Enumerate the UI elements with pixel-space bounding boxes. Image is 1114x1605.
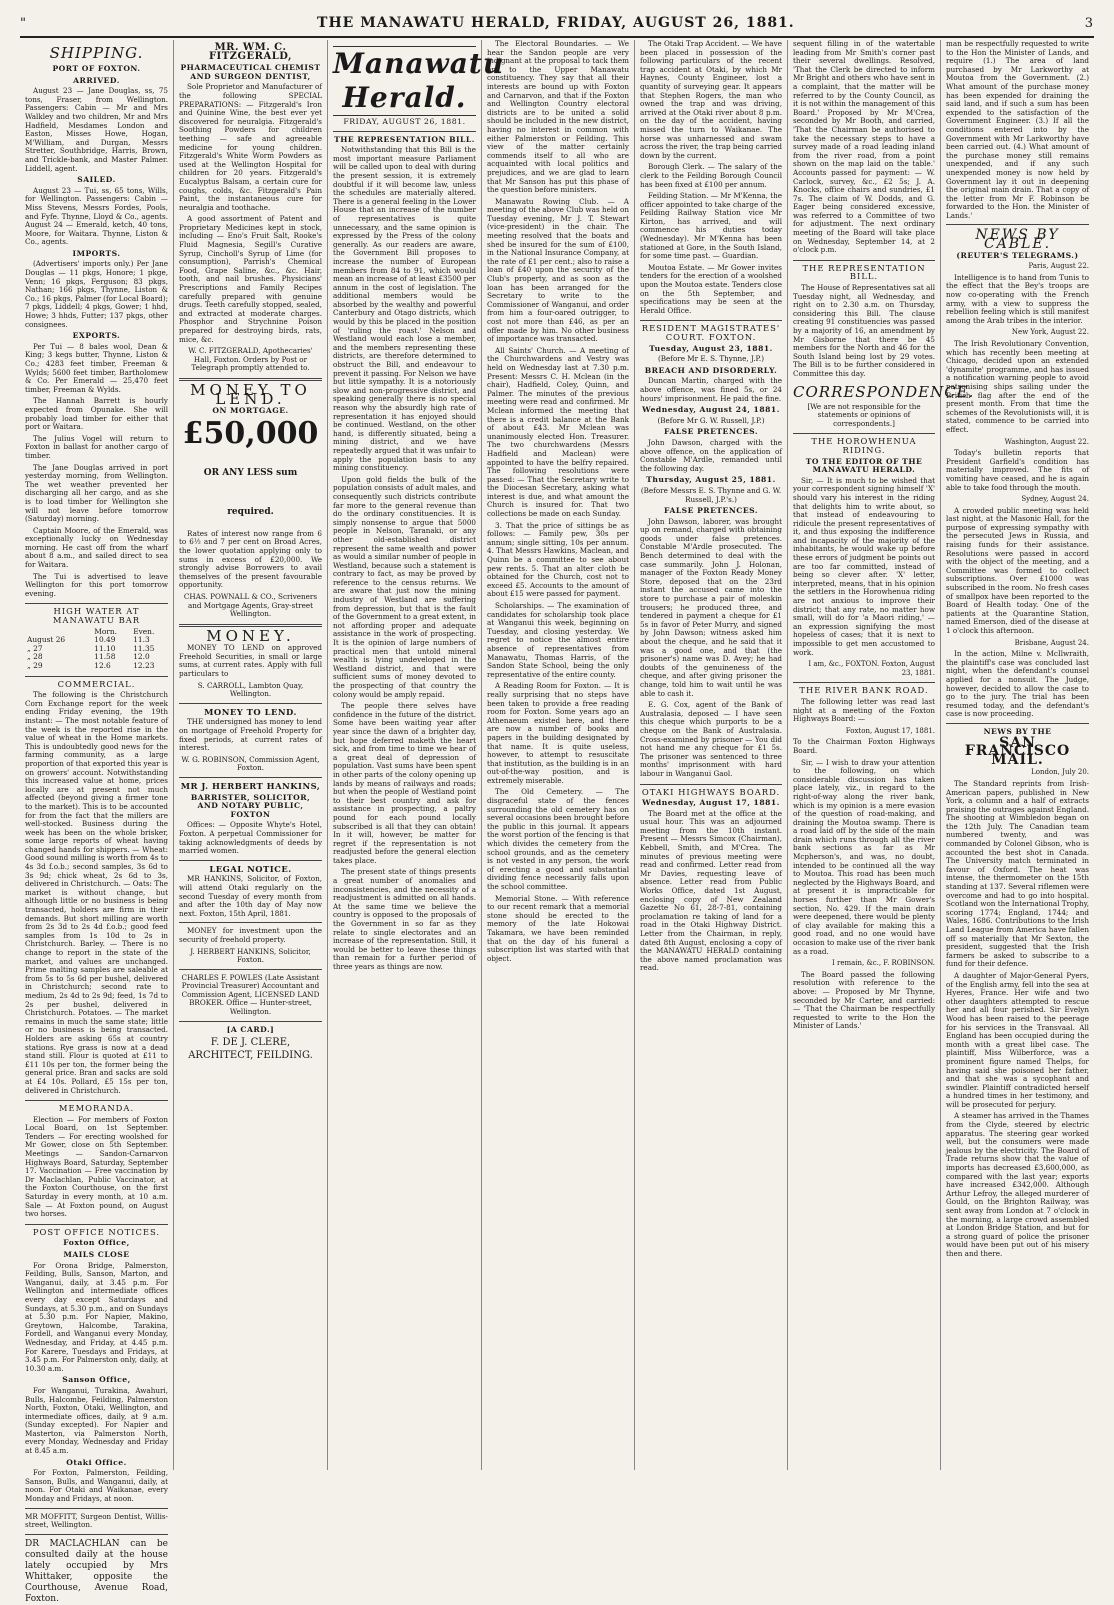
hankins-body: Offices: — Opposite Whyte's Hotel, Foxton. A perpetual Commissioner for taking acknowledgments of deeds by married women. xyxy=(179,820,322,856)
money-to-lend-heading: MONEY TO LEND. xyxy=(190,380,311,408)
cable-dateline: Paris, August 22. xyxy=(1028,262,1089,271)
horowhenua-to-editor: TO THE EDITOR OF THE MANAWATU HERALD. xyxy=(805,456,923,475)
horowhenua-signature: I am, &c., FOXTON. Foxton, August 23, 1881. xyxy=(808,660,935,677)
divider xyxy=(179,703,322,704)
legal-notice-heading: LEGAL NOTICE. xyxy=(209,863,292,874)
divider xyxy=(179,777,322,778)
carroll-signature: S. CARROLL, Lambton Quay, Wellington. xyxy=(197,680,304,699)
divider xyxy=(946,723,1089,724)
court-bench: (Before Mr E. S. Thynne, J.P.) xyxy=(657,354,765,364)
money-to-lend-2-heading: MONEY TO LEND. xyxy=(204,706,297,717)
tide-cell: 11.58 xyxy=(94,652,116,662)
court-case-text: Duncan Martin, charged with the above offence, was fined 5s, or 24 hours' imprisonment. He paid the fine. xyxy=(640,376,782,403)
tide-cell: 12.6 xyxy=(94,661,111,670)
divider xyxy=(946,224,1089,225)
river-bank-letter: Sir, — I wish to draw your attention to the following, on which considerable discussion has taken place lately, viz., in regard to the right-of-way along the river bank, which is my opinion is a mere evasion of the question of road-making, and draining the Moutoa swamp. There is a road laid off by the side of the main drain which runs through all the river bank sections as far as Mr Mcpherson's, and was, no doubt, intended to be continued all the way to Moutoa. This road has been much neglected by the Highways Board, and at present it is impracticable for horses further than Mr Gower's section, No. 429. If the main drain were deepened, there would be plenty of clay available for making this a good road, and no one would have occasion to make use of the river bank as a road. xyxy=(793,757,935,956)
sf-mail-item: A steamer has arrived in the Thames from the Clyde, steered by electric apparatus. The steering gear worked well, but the consumers were made jealous by the electricity. The Board of Trade returns show that the value of imports has decreased £3,600,000, as compared with the last year; exports have increased £342,000. Although Arthur Lefroy, the alleged murderer of Gould, on the Brighton Railway, was sent away from London at 7 o'clock in the morning, a large crowd assembled at London Bridge Station, and but for a strong guard of police the prisoner would have been put out of his misery then and there. xyxy=(946,1111,1089,1258)
sf-mail-heading: SAN FRANCISCO MAIL. xyxy=(964,734,1071,768)
court-heading: RESIDENT MAGISTRATES' COURT. FOXTON. xyxy=(640,320,782,341)
representation-paragraph: Notwithstanding that this Bill is the most important measure Parliament will be called upon to deal with during the present session, it is extremely doubtful if it will become law, unless the schedules are materially altered. There is a general feeling in the Lower House that an increase of the number of representatives is quite unnecessary, and the same opinion is expressed by the Press of the colony generally. As our readers are aware, the Government Bill proposes to increase the number of European members from 84 to 91, which would mean an increase of at least £3500 per annum in the cost of legislation. The additional members would be absorbed by the wealthy and powerful Canterbury and Otago districts, which would by this be placed in the position of 'ruling the roast.' Nelson and Westland would each lose a member, and the members representing these districts, are therefore determined to obstruct the Bill, and endeavour to prevent it passing. For Nelson we have but little sympathy. It is a notoriously slow and non-progressive district, and speaking generally there is no special reason why the absurdly high rate of representation it has enjoyed should be continued. Westland, on the other hand, is differently situated, being a mining district, and we have repeatedly argued that it was unfair to apply the population basis to any mining constituency. xyxy=(333,145,476,473)
loan-amount-value: £50,000 xyxy=(182,415,319,451)
tide-cell: 10.49 xyxy=(94,635,116,645)
newspaper-page xyxy=(20,39,1094,1604)
hankins-heading: MR J. HERBERT HANKINS, xyxy=(180,781,321,791)
cable-dateline: Sydney, August 24. xyxy=(1021,495,1089,504)
tide-table xyxy=(25,628,168,671)
reading-room-item: A Reading Room for Foxton. — It is really surprising that no steps have been taken to provide a free reading room for Foxton. Some years ago an Athenaeum existed here, and there are now a number of books and papers in the building designated by that name. It is quite useless, however, to attempt to resuscitate that institution, as the building is in an out-of-the-way position, and is extremely miserable. xyxy=(487,681,629,785)
shipping-news-5: The Tui is advertised to leave Wellington for this port tomorrow evening. xyxy=(25,571,168,598)
tide-cell: „ 28 xyxy=(27,652,43,662)
fitzgerald-body: Sole Proprietor and Manufacturer of the following SPECIAL PREPARATIONS: — Fitzgerald's Iron and Quinine Wine, the best ever yet discovered for neuralgia. Fitzgerald's Soothing Powders for children teething — safe and agreeable medicine for young children. Fitzgerald's White Worm Powders as used at the Wellington Hospital for children for 20 years. Fitzgerald's Eucalyptus Balsam, a certain cure for coughs, colds, &c. Fitzgerald's Pain Paint, the instantaneous cure for neuralgia and toothache. xyxy=(179,82,322,212)
memoranda-heading: MEMORANDA. xyxy=(25,1100,168,1113)
shipping-news-4: Captain Moore, of the Emerald, was exceptionally lucky on Wednesday morning. He cast off from the wharf about 8 a.m., and sailed direct to sea for Waitara. xyxy=(25,525,168,570)
exports-text: Per Tui — 8 bales wool, Dean & King; 3 kegs butter, Thynne, Liston & Co.; 4283 feet timber, Freeman & Wylds; 5600 feet timber, Bartholomew & Co. Per Emerald — 25,470 feet timber, Freeman & Wylds. xyxy=(25,341,168,394)
cable-heading: NEWS BY CABLE. xyxy=(975,227,1060,253)
cable-dateline: Brisbane, August 24. xyxy=(1014,638,1089,647)
representation-update-heading: THE REPRESENTATION BILL. xyxy=(793,260,935,281)
divider xyxy=(179,1021,322,1022)
tide-cell: „ 27 xyxy=(27,643,43,653)
otaki-board-text: The Board met at the office at the usual hour. This was an adjourned meeting from the 10th instant. Present — Messrs Simcox (Chairman), Kebbell, Smith, and M'Crea. The minutes of previous meeting were read and confirmed. Letter read from Mr Davies, requesting leave of absence. Letter read from Public Works Office, dated 1st August, enclosing copy of New Zealand Gazette No 61, 28-7-81, containing proclamation re taking of land for a road in the Otaki Highway District. Letter from the Chairman, in reply, dated 8th August, enclosing a copy of the MANAWATU HERALD containing the above named proclamation was read. xyxy=(640,808,782,973)
electoral-boundaries-item: The Electoral Boundaries. — We hear the Sandon people are very indignant at the proposal to tack them on to the Upper Manawatu constituency. They say that all their interests are bound up with Foxton and Carnarvon, and that if the Foxton and Wellington Country electoral districts are to be united a solid should be included in the new district, having no interest in common with either Palmerston or Feilding. This view of the matter certainly commends itself to all who are acquainted with local politics and prejudices, and we are glad to learn that Mr Sanson has put this phase of the question before ministers. xyxy=(487,39,629,195)
foxton-office-label: Foxton Office, xyxy=(63,1238,130,1248)
powles-ad: CHARLES F. POWLES (Late Assistant Provincial Treasurer) Accountant and Commission Agent, LICENSED LAND BROKER. Office — Hunter-street, Wellington. xyxy=(181,972,320,1017)
court-date: Thursday, August 25, 1881. xyxy=(646,475,776,485)
port-heading: PORT OF FOXTON. xyxy=(52,64,141,73)
legal-notice-body: MR HANKINS, Solicitor, of Foxton, will attend Otaki regularly on the second Tuesday of every month from and after the 10th day of May now next. Foxton, 15th April, 1881. xyxy=(179,874,322,918)
tide-cell: 11.35 xyxy=(133,643,155,653)
dateline: FRIDAY, AUGUST 26, 1881. xyxy=(343,117,466,126)
river-bank-resolution-continued: man be respectfully requested to write to the Hon the Minister of Lands, and require (1.) The area of land purchased by Mr Larkworthy at Moutoa from the Government. (2.) What amount of the purchase money has been expended for draining the said land, and if such a sum has been expended to the satisfaction of the Government Engineer. (3.) If all the conditions entered into by the Government with Mr Larkworthy have been carried out. (4.) What amount of the purchase money still remains unexpended, and if any such unexpended money is now held by Government lay it out in deepening the original main drain. That a copy of the letter from Mr F. Robinson be forwarded to the Hon. the Minister of Lands.' xyxy=(946,39,1089,220)
otaki-board-heading: OTAKI HIGHWAYS BOARD. xyxy=(640,784,782,797)
sailed-label: SAILED. xyxy=(77,175,116,185)
loan-amount xyxy=(179,415,322,528)
tide-cell: 11.10 xyxy=(94,643,116,653)
masthead-title: THE MANAWATU HERALD, FRIDAY, AUGUST 26, 1881. xyxy=(317,15,795,31)
divider xyxy=(25,1534,168,1535)
mails-close-label: MAILS CLOSE xyxy=(63,1250,130,1259)
table-row xyxy=(25,662,168,671)
foxton-mails-text: For Orona Bridge, Palmerston, Feilding, Bulls, Sanson, Marton, and Wanganui, daily, at 3.45 p.m. For Wellington and intermediate offices every day except Saturdays and Sundays, at 5.30 p.m., and on Sundays at 5.30 p.m. For Napier, Makino, Greytown, Halcombe, Tarakina, Fordell, and Wanganui every Monday, Wednesday, and Friday, at 4.45 p.m. For Karere, Tuesdays and Fridays, at 3.45 p.m. For Palmerston only, daily, at 10.30 a.m. xyxy=(25,1260,168,1373)
fitzgerald-subheading: PHARMACEUTICAL CHEMIST AND SURGEON DENTIST, xyxy=(180,63,321,81)
shipping-heading: SHIPPING. xyxy=(49,44,144,62)
court-date: Wednesday, August 24, 1881. xyxy=(642,405,780,415)
borough-clerk-item: Borough Clerk. — The salary of the clerk to the Feilding Borough Council has been fixed at £100 per annum. xyxy=(640,162,782,189)
court-charge: FALSE PRETENCES. xyxy=(664,427,758,437)
court-bench: (Before Messrs E. S. Thynne and G. W. Russell, J.P.'s.) xyxy=(640,485,782,504)
fitzgerald-signature: W. C. FITZGERALD, Apothecaries' Hall, Foxton. Orders by Post or Telegraph promptly attended to. xyxy=(188,346,313,373)
fitzgerald-goods: A good assortment of Patent and Proprietary Medicines kept in stock, including — Eno's Fruit Salt, Rooke's Fluid Magnesia, Segill's Curative Syrup, Cincholl's Syrup of Lime (for consumption), Parrish's Chemical Food, Grape Saline, &c., &c. Hair, tooth, and nail brushes. Physicians' Prescriptions and Family Recipes carefully prepared with genuine drugs. Teeth carefully stopped, sealed, and extracted at moderate charges. Phosphor and Strychnine Poison prepared for destroying birds, rats, mice, &c. xyxy=(179,214,322,344)
cable-item: Today's bulletin reports that President Garfield's condition has materially improved. The fits of vomiting have ceased, and he is again able to take food through the mouth. xyxy=(946,448,1089,492)
memorial-stone-item: Memorial Stone. — With reference to our recent remark that a memorial stone should be erected to the memory of the late Hokowai Takamara, we have been reminded that on the day of his funeral a subscription list was started with that object. xyxy=(487,893,629,963)
river-bank-addressee: To the Chairman Foxton Highways Board. xyxy=(793,737,935,755)
investment-body: MONEY for investment upon the security of freehold property. xyxy=(179,926,322,944)
on-mortgage-label: ON MORTGAGE. xyxy=(212,406,289,416)
shipping-news-1: The Hannah Barrett is hourly expected from Opunake. She will probably load timber for either that port or Waitara. xyxy=(25,396,168,432)
otaki-mails-text: For Foxton, Palmerston, Feilding, Sanson, Bulls, and Wanganui, daily, at noon. For Otaki and Waikanae, every Monday and Fridays, at noon. xyxy=(25,1468,168,1504)
otaki-board-date: Wednesday, August 17, 1881. xyxy=(642,798,780,808)
post-office-heading: POST OFFICE NOTICES. xyxy=(25,1224,168,1237)
feilding-station-item: Feilding Station. — Mr M'Kenna, the officer appointed to take charge of the Feilding Railway Station vice Mr Kirton, has arrived, and will commence his duties today (Wednesday). Mr M'Kenna has been stationed at Gore, in the South Island, for some time past. — Guardian. xyxy=(640,191,782,261)
tide-cell: „ 29 xyxy=(27,661,43,670)
maclachlan-ad: DR MACLACHLAN can be consulted daily at the house lately occupied by Mrs Whittaker, opposite the Courthouse, Avenue Road, Foxton. xyxy=(25,1538,168,1604)
representation-update-text: The House of Representatives sat all Tuesday night, all Wednesday, and right on to 2.30 a.m. on Thursday, considering this Bill. The clause creating 91 constituencies was passed by a majority of 16, an amendment by Mr Gisborne that there be 45 members for the North and 46 for the South Island being lost by 29 votes. The Bill is to be further considered in Committee this day. xyxy=(793,283,935,378)
exports-label: EXPORTS. xyxy=(72,331,121,341)
cable-item: In the action, Milne v. McIlwraith, the plaintiff's case was concluded last night, when the defendant's counsel applied for a nonsuit. The Judge, however, decided to allow the case to go to the jury. The trial has been resumed today, and the defendant's case is now proceeding. xyxy=(946,649,1089,719)
tide-col-header: Even. xyxy=(133,626,155,636)
memoranda-text: Election — For members of Foxton Local Board, on 1st September. Tenders — For erecting woolshed for Mr Gower, close on 5th September. Meetings — Sandon-Carnarvon Highways Board, Saturday, September 17. Vaccination — Free vaccination by Dr Maclachlan, Public Vaccinator, at the Foxton Courthouse, on the first Saturday in every month, at 10 a.m. Sale — At Foxton pound, on August two horses. xyxy=(25,1114,168,1219)
money-body: MONEY TO LEND on approved Freehold Securities, in small or large sums, at current rates. Apply with full particulars to xyxy=(179,643,322,679)
all-saints-item: All Saints' Church. — A meeting of the Churchwardens and Vestry was held on Wednesday last at 7.30 p.m. Present: Messrs C. H. Mclean (in the chair), Hadfield, Coley, Quinn, and Palmer. The minutes of the previous meeting were read and confirmed. Mr Mclean informed the meeting that there is a credit balance at the Bank of about £43. Mr Mclean was unanimously elected Hon. Treasurer. The two churchwardens (Messrs Hadfield and Maclean) were appointed to have the belfry repaired. The following resolutions were passed: — That the Secretary write to the Diocesan Secretary, asking what interest is due, and what amount the Church is insured for. That two collections be made on each Sunday. xyxy=(487,345,629,519)
court-case-text: E. G. Cox, agent of the Bank of Australasia, deposed — I have seen this cheque which purports to be a cheque on the Bank of Australasia. Cross-examined by prisoner — You did not hand me any cheque for £1 5s. The prisoner was sentenced to three months' imprisonment with hard labour in Wanganui Gaol. xyxy=(640,700,782,778)
court-case-text: John Dawson, charged with the above offence, on the application of Constable M'Ardle, remanded until the following day. xyxy=(640,437,782,473)
sanson-office-label: Sanson Office, xyxy=(62,1375,131,1385)
tide-cell: 12.23 xyxy=(133,661,155,670)
masthead-left-mark: " xyxy=(20,15,27,31)
divider xyxy=(179,969,322,970)
river-bank-intro: The following letter was read last night at a meeting of the Foxton Highways Board: — xyxy=(793,696,935,724)
money-heading: MONEY. xyxy=(206,626,295,645)
masthead-page-number: 3 xyxy=(1084,15,1094,31)
representation-paragraph: The present state of things presents a great number of anomalies and inconsistencies, and the necessity of a readjustment is admitted on all hands. At the same time we believe the country is opposed to the proposals of the Government in so far as they relate to single electorates and an increase of the representation. Still, it would be better to leave these things than remain for a further period of three years as things are now. xyxy=(333,867,476,971)
cable-subheading: (REUTER'S TELEGRAMS.) xyxy=(956,250,1079,260)
correspondence-note: [We are not responsible for the statements or opinions of correspondents.] xyxy=(807,401,921,428)
hankins-subheading: BARRISTER, SOLICITOR, AND NOTARY PUBLIC, FOXTON xyxy=(190,792,311,819)
imports-label: IMPORTS. xyxy=(72,248,121,258)
divider xyxy=(179,860,322,861)
river-bank-resolution: The Board passed the following resolution with reference to the above: — Proposed by Mr Thynne, seconded by Mr Carter, and carried: — 'That the Chairman be respectfully requested to write to the Hon the Minister of Lands.' xyxy=(793,969,935,1031)
otaki-office-label: Otaki Office. xyxy=(66,1457,127,1467)
column-5 xyxy=(635,40,788,1470)
moffitt-ad: MR MOFFITT, Surgeon Dentist, Willis-street, Wellington. xyxy=(25,1511,168,1530)
horowhenua-heading: THE HOROWHENUA RIDING. xyxy=(793,433,935,454)
cable-item: The Irish Revolutionary Convention, which has recently been meeting at Chicago, decided upon an extended 'dynamite' programme, and has issued a notification warning people to avoid patronising ships sailing under the British flag after the end of the present month. From that time the schemes of the Revolutionists will, it is stated, commence to be carried into effect. xyxy=(946,339,1089,434)
column-7 xyxy=(941,40,1094,1470)
tide-cell: 11.3 xyxy=(133,635,150,645)
column-4 xyxy=(482,40,635,1470)
representation-heading: THE REPRESENTATION BILL. xyxy=(334,134,475,144)
sailed-text: August 23 — Tui, ss, 65 tons, Wills, for Wellington. Passengers: Cabin — Miss Stevens, Messrs Fordes, Pools, and Fyfe. Thynne, Lloyd & Co., agents. August 24 — Emerald, ketch, 40 tons, Moore, for Waitara. Thynne, Liston & Co., agents. xyxy=(25,185,168,247)
sf-mail-pre: NEWS BY THE xyxy=(983,726,1052,736)
river-bank-heading: THE RIVER BANK ROAD. xyxy=(793,682,935,695)
imports-text: (Advertisers' imports only.) Per Jane Douglas — 11 pkgs, Honore; 1 pkge, Venn; 16 pkgs, Ferguson; 83 pkgs, Nathan; 166 pkgs, Thynne, Liston & Co.; 16 pkgs, Palmer (for Local Board); 7 pkgs, Liddell; 4 pkgs, Gower; 1 hhd, Howe; 3 hhds, Futter; 137 pkgs, other consignees. xyxy=(25,259,168,329)
river-bank-date: Foxton, August 17, 1881. xyxy=(845,726,935,735)
commercial-heading: COMMERCIAL. xyxy=(25,676,168,689)
sf-mail-item: A daughter of Major-General Pyers, of the English army, fell into the sea at Hyeres, France. Her wife and two other daughters attempted to rescue her and all four perished. Sir Evelyn Wood has been raised to the peerage for his services in the Transvaal. All England has been occupied during the month with a great libel case. The plaintiff, Miss Wilberforce, was a prominent figure named Thelps, for having said she poisoned her father, and that she was a sycophant and swindler. Plaintiff contradicted herself a hundred times in her testimony, and will be prosecuted for perjury. xyxy=(946,970,1089,1109)
rowing-club-item: Manawatu Rowing Club. — A meeting of the above Club was held on Tuesday evening, Mr J. T. Stewart (vice-president) in the chair. The meeting resolved that the boats and shed be insured for the sum of £100, in the National Insurance Company, at the rate of £1 per cent.; also to raise a loan of £40 upon the security of the Club's property, and as soon as the loan has been arranged for the Secretary to write to the Commissioner of Wanganui, and order from him a four-oared outrigger, to cost not more than £46, as per an offer made by him. No other business of importance was transacted. xyxy=(487,196,629,344)
arrived-text: August 23 — Jane Douglas, ss, 75 tons, Fraser, from Wellington. Passengers: Cabin — Mr and Mrs Walkley and two children, Mr and Mrs Hadfield, Mesdames London and Easton, Misses Howe, Hogan, M'William, and Durgan, Messrs Stretter, Southbridge, Harris, Brown, and Trickle-bank, and Master Palmer. Liddell, agent. xyxy=(25,86,168,173)
fitzgerald-heading: MR. WM. C. FITZGERALD, xyxy=(208,42,293,62)
scholarships-item: Scholarships. — The examination of candidates for scholarship took place at Wanganui this week, beginning on Tuesday, and closing yesterday. We regret to notice the almost entire absence of representatives from Manawatu, Thomas Harris, of the Sandon State School, being the only representative of the entire county. xyxy=(487,601,629,679)
shipping-news-3: The Jane Douglas arrived in port yesterday morning, from Wellington. The wet weather prevented her discharging all her cargo, and as she is to load timber for Wellington she will not leave before tomorrow (Saturday) morning. xyxy=(25,462,168,524)
hankins-signature: J. HERBERT HANKINS, Solicitor, Foxton. xyxy=(190,946,311,965)
river-bank-signature: I remain, &c., F. ROBINSON. xyxy=(831,959,935,968)
money-to-lend-body: Rates of interest now range from 6 to 6½ and 7 per cent on Broad Acres, the lower quotation applying only to sums in excess of £20,000. We strongly advise Borrowers to avail themselves of the present favourable opportunity. xyxy=(179,528,322,590)
tide-heading: HIGH WATER AT MANAWATU BAR xyxy=(25,603,168,624)
otaki-accident-item: The Otaki Trap Accident. — We have been placed in possession of the following particulars of the recent trap accident at Otaki, by which Mr Haynes, County Engineer, lost a quantity of surveying gear. It appears that Stephen Rogers, the man who owned the trap and was driving, arrived at the Otaki river about 8 p.m. on the day of the accident, having missed the turn to Waikanae. The horse was unharnessed and swam across the river, the trap being carried down by the current. xyxy=(640,39,782,160)
pownall-signature: CHAS. POWNALL & CO., Scriveners and Mortgage Agents, Gray-street Wellington. xyxy=(183,591,318,619)
representation-paragraph: Upon gold fields the bulk of the population consists of adult males, and consequently such districts contribute far more to the general revenue than do the ordinary constituencies. It is simply nonsense to argue that 5000 people in Nelson, Taranaki, or any other old-established district represent the same wealth and power as would a similar number of people in Westland, because such a statement is contrary to fact, as may be proved by reference to the census returns. We are aware that just now the mining industry of Westland are suffering from depression, but that is the fault of the Government to a great extent, in not affording proper and adequate assistance in the work of prospecting. It is the opinion of large numbers of practical men that untold mineral wealth is lying undeveloped in the Westland district, and that were sufficient sums of money devoted to the prospecting of that country the colony would be amply repaid. xyxy=(333,474,476,699)
divider xyxy=(179,922,322,923)
masthead xyxy=(20,10,1094,38)
court-bench: (Before Mr G. W. Russell, J.P.) xyxy=(657,415,765,425)
column-3 xyxy=(328,40,505,1470)
court-date: Tuesday, August 23, 1881. xyxy=(649,343,773,353)
tide-cell: 12.0 xyxy=(133,652,150,662)
robinson-signature: W. G. ROBINSON, Commission Agent, Foxton. xyxy=(181,754,320,773)
representation-paragraph: The people there selves have confidence in the future of the district. Some have been waiting year after year since the dawn of a brighter day, but hope deferred maketh the heart sick, and from time to time we hear of a great deal of depression of population. Vast sums have been spent in other parts of the colony opening up lands by means of railways and roads; but when the people of Westland point to their best country and ask for assistance in prospecting, a paltry pound for each pound locally subscribed is all that they can obtain! In it will, however, be matter for regret if the representation is not readjusted before the general election takes place. xyxy=(333,701,476,865)
tide-col-header: Morn. xyxy=(94,626,117,636)
divider xyxy=(333,131,476,132)
otaki-board-continued: sequent filling in of the watertable leading from Mr Smith's corner past their several dwellings. Resolved, 'That the Clerk be directed to inform Mr Bright and others who have sent in a complaint, that the matter will be referred to by the County Council, as it is not within the management of this Board.' Proposed by Mr M'Crea, seconded by Mr Booth, and carried, 'That the Chairman be authorised to take the necessary steps to have a survey made of a road leading inland from the river road, from a point shown on the map laid on the table.' Accounts passed for payment: — W. Carlock, survey, &c., £2 5s; J. A. Knocks, office chairs and sundries, £1 7s. The claim of W. Dodds, and G. Eager being considered excessive, was referred to a Committee of two for adjustment. The next ordinary meeting of the Board will take place on Wednesday, September 14, at 2 o'clock p.m. xyxy=(793,39,935,255)
cable-dateline: New York, August 22. xyxy=(1011,328,1089,337)
column-6 xyxy=(788,39,975,1470)
arrived-label: ARRIVED. xyxy=(73,75,120,85)
column-1 xyxy=(20,40,174,1604)
divider xyxy=(25,1508,168,1509)
cable-item: A crowded public meeting was held last night, at the Masonic Hall, for the purpose of expressing sympathy with the persecuted Jews in Russia, and raising funds for their assistance. Resolutions were passed in accord with the object of the meeting, and a Committee was formed to collect subscriptions. Over £1000 was subscribed in the room. No fresh cases of smallpox have been reported to the Board of Health today. One of the patients at the Quarantine Station, named Emerson, died of the disease at 1 o'clock this afternoon. xyxy=(946,505,1089,635)
cable-dateline: Washington, August 22. xyxy=(1004,437,1089,446)
sf-mail-dateline: London, July 20. xyxy=(1031,768,1089,777)
court-charge: FALSE PRETENCES. xyxy=(664,506,758,516)
clere-ad: F. DE J. CLERE, ARCHITECT, FEILDING. xyxy=(188,1037,313,1062)
court-case-text: John Dawson, laborer, was brought up on remand, charged with obtaining goods under false pretences. Constable M'Ardle prosecuted. The Bench determined to deal with the case summarily. John J. Holonan, manager of the Foxton Ready Money Store, deposed that on the 23rd instant the accused came into the store to purchase a pair of moleskin trousers; he produced three, and tendered in payment a cheque for £1 5s in favor of Peter Murry, and signed by John Dawson; witness asked him about the cheque, and he said that it was a good one, and that (the prisoner's) name was D. Avey; he had doubts of the genuineness of the cheque, and after giving prisoner the change, told him to wait until he was able to cash it. xyxy=(640,516,782,698)
column-2 xyxy=(174,40,328,1470)
money-to-lend-2-body: THE undersigned has money to lend on mortgage of Freehold Property for fixed periods, at current rates of interest. xyxy=(179,717,322,753)
correspondence-heading: CORRESPONDENCE. xyxy=(793,382,975,401)
sanson-mails-text: For Wanganui, Turakina, Awahuri, Bulls, Halcombe, Feilding, Palmerston North, Foxton, Otaki, Wellington, and intermediate offices, daily, at 9 a.m. (Sunday excepted). For Napier and Masterton, via Palmerston North, every Monday, Wednesday and Friday at 8.45 a.m. xyxy=(25,1385,168,1456)
card-label: [A CARD.] xyxy=(226,1024,275,1034)
commercial-text: The following is the Christchurch Corn Exchange report for the week ending Friday evening, the 19th instant: — The most notable feature of the week is the reported rise in the value of wheat in the Home markets. This is undoubtedly good news for the farming community, as a large proportion of that exported this year is on growers' account. Notwithstanding this increased value at home, prices locally are at present not much affected (beyond giving a firmer tone to the market). This is to be accounted for from the fact that the millers are well-stocked. Business during the week has been on the whole brisker, some large reports of wheat having changed hands for shippers. — Wheat: Good sound milling is worth from 4s to 4s 3d f.o.b.; second samples, 3s 6d to 3s 9d; chick wheat, 2s 6d to 3s, delivered in Christchurch. — Oats: The market is without change, but although little or no business is being transacted, holders are firm in their demands. But short milling are worth from 2s 3d to 2s 4d f.o.b.; good feed samples from 1s 10d to 2s in Christchurch. Barley. — There is no change to report in the state of the market, and values are unchanged. Prime malting samples are saleable at from 5s to 5s 6d per bushel, delivered in Christchurch; second rate to medium, 2s 4d to 2s 9d; feed, 1s 7d to 2s per bushel, delivered in Christchurch. Potatoes. — The market remains in much the same state; little or no business is being transacted. Holders are asking 65s at country stations. Rye grass is now at a dead stand still. Flour is quoted at £11 to £11 10s per ton, the former being the general price. Bran and sacks are sold at £4 10s. Pollard, £5 15s per ton, delivered in Christchurch. xyxy=(25,690,168,1095)
court-charge: BREACH AND DISORDERLY. xyxy=(644,365,778,375)
newspaper-nameplate: Manawatu Herald. xyxy=(333,47,505,114)
sittings-item: 3. That the price of sittings be as follows: — Family pew, 30s per annum; single sitting, 10s per annum. 4. That Messrs Hawkins, Maclean, and Quinn be a committee to see about pew rents. 5. That an alter cloth be obtained for the Church, cost not to exceed £5. Accounts to the amount of about £15 were passed for payment. xyxy=(487,520,629,599)
sf-mail-item: The Standard reprints from Irish-American papers, published in New York, a column and a half of extracts praising the outrages against England. The shooting at Wimbledon began on the 12th July. The Canadian team numbered twenty, and was commanded by Colonel Gibson, who is accounted the best shot in Canada. The University match terminated in favour of Oxford. The heat was intense, the thermometer on the 15th standing at 137. Several riflemen were overcome and had to go into hospital. Scotland won the International Trophy, scoring 1774; England, 1744; and Wales, 1686. Contributions to the Irish Land League from America have fallen off so materially that Mr Sexton, the president, suggested that the Irish farmers be asked to subscribe to a fund for their defence. xyxy=(946,778,1089,969)
cable-item: Intelligence is to hand from Tunis to the effect that the Bey's troops are now co-operating with the French army, with a view to suppress the rebellion feeling which is still manifest among the Arab tribes in the interior. xyxy=(946,272,1089,325)
tide-cell: August 26 xyxy=(27,635,66,645)
shipping-news-2: The Julius Vogel will return to Foxton in ballast for another cargo of timber. xyxy=(25,433,168,460)
old-cemetery-item: The Old Cemetery. — The disgraceful state of the fences surrounding the old cemetery has on several occasions been brought before the public in this journal. It appears the worst portion of the fencing is that which divides the cemetery from the school grounds, and as the cemetery is not vested in any person, the work of erecting a good and substantial dividing fence necessarily falls upon the school committee. xyxy=(487,787,629,891)
loan-amount-rest: OR ANY LESS sum required. xyxy=(203,467,298,517)
horowhenua-letter: Sir, — It is much to be wished that your correspondent signing himself 'X' should vary his interest in the riding that delights him to write about, so that instead of endeavouring to ridicule the present representatives of it, and thus exposing the indifference and incapacity of the majority of the inhabitants, he would wake up before these errors of judgment be points out are too far committed, instead of being so clever after. 'X' letter, interpreted, means, that in his opinion the settlers in the Horowhenua riding are not anxious to improve their district; that any rate, no matter how small, will do for 'a Maori riding,' — an expression signifying the most hopeless of cases; that it is next to impossible to get men accustomed to work. xyxy=(793,475,935,657)
moutoa-estate-item: Moutoa Estate. — Mr Gower invites tenders for the erection of a woolshed upon the Moutoa estate. Tenders close on the 5th September, and specifications may be seen at the Herald Office. xyxy=(640,262,782,315)
